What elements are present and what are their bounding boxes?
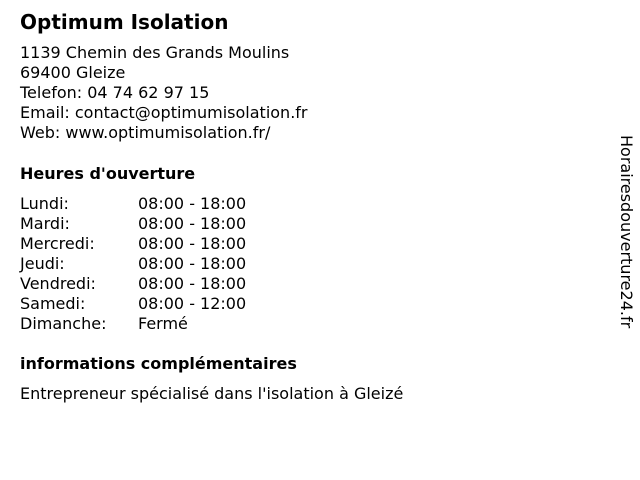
website-address: Web: www.optimumisolation.fr/: [20, 123, 271, 142]
hours-row-friday: [20, 274, 246, 294]
hours-time-value: 08:00 - 18:00: [138, 194, 247, 213]
hours-day-label: Dimanche:: [20, 314, 107, 333]
hours-time-value: 08:00 - 12:00: [138, 294, 247, 313]
hours-day-label: Mercredi:: [20, 234, 95, 253]
opening-hours-table: [20, 194, 246, 334]
hours-day-label: Jeudi:: [20, 254, 65, 273]
email-address: Email: contact@optimumisolation.fr: [20, 103, 308, 122]
hours-day-label: Vendredi:: [20, 274, 96, 293]
business-name: Optimum Isolation: [20, 10, 229, 34]
hours-row-saturday: [20, 294, 246, 314]
hours-time-value: 08:00 - 18:00: [138, 254, 247, 273]
site-watermark: Horairesdouverture24.fr: [617, 135, 636, 329]
hours-day-label: Samedi:: [20, 294, 86, 313]
phone-number: Telefon: 04 74 62 97 15: [20, 83, 210, 102]
hours-day-label: Mardi:: [20, 214, 70, 233]
hours-row-tuesday: [20, 214, 246, 234]
opening-hours-heading: Heures d'ouverture: [20, 164, 196, 183]
hours-day-label: Lundi:: [20, 194, 69, 213]
hours-time-value: 08:00 - 18:00: [138, 274, 247, 293]
additional-info-text: Entrepreneur spécialisé dans l'isolation à Gleizé: [20, 384, 404, 403]
hours-row-sunday: [20, 314, 246, 334]
additional-info-heading: informations complémentaires: [20, 354, 297, 373]
hours-row-wednesday: [20, 234, 246, 254]
hours-time-value: 08:00 - 18:00: [138, 214, 247, 233]
contact-block: [20, 43, 307, 143]
address-city: 69400 Gleize: [20, 63, 126, 82]
hours-row-monday: [20, 194, 246, 214]
hours-time-value: 08:00 - 18:00: [138, 234, 247, 253]
hours-time-value: Fermé: [138, 314, 188, 333]
address-street: 1139 Chemin des Grands Moulins: [20, 43, 290, 62]
hours-row-thursday: [20, 254, 246, 274]
